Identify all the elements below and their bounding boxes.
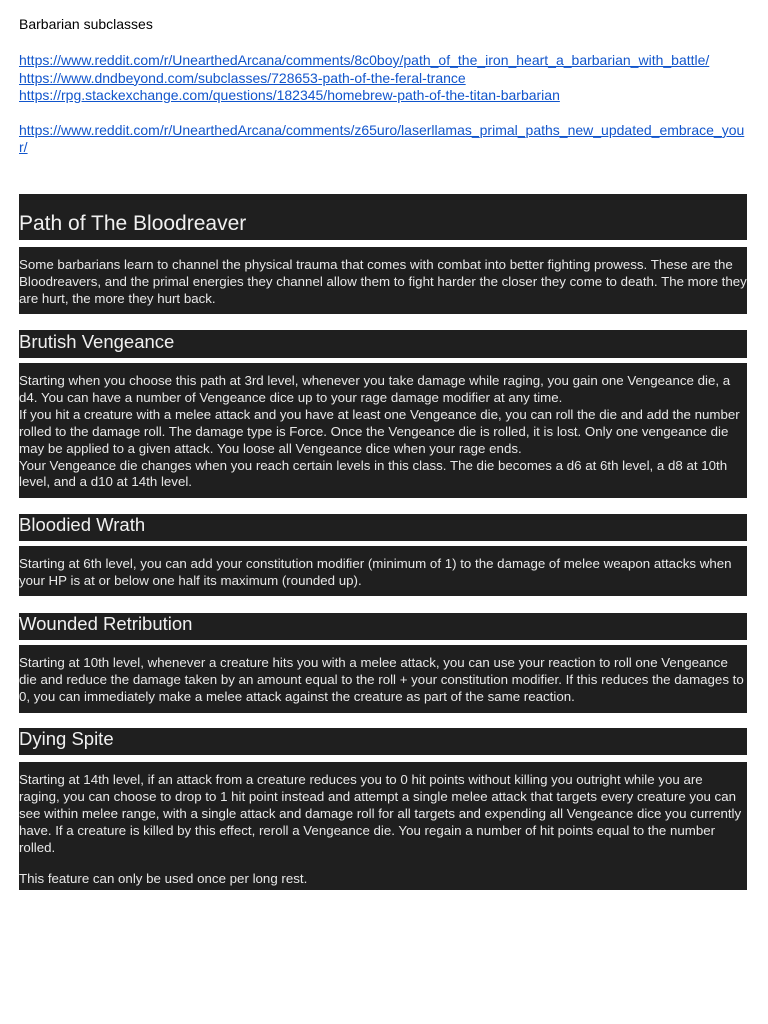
link-iron-heart[interactable]: https://www.reddit.com/r/UnearthedArcana/comments/8c0boy/path_of_the_iron_heart_a_barbarian_with_battle/ (19, 52, 710, 68)
feature-paragraph: Starting at 10th level, whenever a creature hits you with a melee attack, you can use your reaction to roll one Vengeance die and reduce the damage taken by an amount equal to the roll + your constitution modifier. If this reduces the damages to 0, you can immediately make a melee attack against the creature as part of the same reaction. (19, 655, 744, 704)
link-titan-barbarian[interactable]: https://rpg.stackexchange.com/questions/182345/homebrew-path-of-the-titan-barbarian (19, 87, 560, 104)
feature-title: Wounded Retribution (19, 613, 193, 634)
link-feral-trance[interactable]: https://www.dndbeyond.com/subclasses/728653-path-of-the-feral-trance (19, 69, 466, 86)
feature-paragraph: Starting at 6th level, you can add your constitution modifier (minimum of 1) to the damage of melee weapon attacks when your HP is at or below one half its maximum (rounded up). (19, 556, 732, 588)
reference-links (19, 52, 747, 157)
feature-heading-dying-spite (19, 728, 747, 755)
subclass-intro-block (19, 247, 747, 314)
feature-body-dying-spite (19, 762, 747, 890)
feature-body-wounded-retribution (19, 645, 747, 713)
feature-paragraph: This feature can only be used once per long rest. (19, 870, 308, 886)
feature-heading-bloodied-wrath (19, 514, 747, 541)
feature-title: Bloodied Wrath (19, 514, 146, 535)
subclass-title: Path of The Bloodreaver (19, 212, 247, 235)
subclass-heading (19, 194, 747, 240)
feature-paragraph: Starting when you choose this path at 3rd level, whenever you take damage while raging, you gain one Vengeance die, a d4. You can have a number of Vengeance dice up to your rage damage modifier at any time. (19, 373, 731, 405)
link-primal-paths[interactable]: https://www.reddit.com/r/UnearthedArcana/comments/z65uro/laserllamas_primal_paths_new_updated_embrace_your/ (19, 121, 745, 156)
feature-body-bloodied-wrath (19, 546, 747, 596)
feature-title: Brutish Vengeance (19, 331, 175, 352)
feature-paragraph: Starting at 14th level, if an attack from a creature reduces you to 0 hit points without killing you outright while you are raging, you can choose to drop to 1 hit point instead and attempt a single melee attack that targets every creature you can see within melee range, with a single attack and damage roll for all targets and expending all Vengeance dice you currently have. If a creature is killed by this effect, reroll a Vengeance die. You regain a number of hit points equal to the number rolled. (19, 772, 742, 855)
feature-heading-wounded-retribution (19, 613, 747, 640)
feature-paragraph: Your Vengeance die changes when you reach certain levels in this class. The die becomes a d6 at 6th level, a d8 at 10th level, and a d10 at 14th level. (19, 457, 728, 490)
feature-paragraph: If you hit a creature with a melee attack and you have at least one Vengeance die, you can roll the die and add the number rolled to the damage roll. The damage type is Force. Once the Vengeance die is rolled, it is lost. Only one vengeance die may be applied to a given attack. You loose all Vengeance dice when your rage ends. (19, 406, 740, 456)
link-spacer (19, 105, 747, 122)
feature-heading-brutish-vengeance (19, 330, 747, 358)
feature-body-brutish-vengeance (19, 363, 747, 498)
feature-title: Dying Spite (19, 728, 114, 749)
document-title: Barbarian subclasses (19, 16, 153, 32)
subclass-intro-text: Some barbarians learn to channel the physical trauma that comes with combat into better fighting prowess. These are the Bloodreavers, and the primal energies they channel allow them to fight harder the closer they come to death. The more they are hurt, the more they hurt back. (19, 257, 747, 306)
